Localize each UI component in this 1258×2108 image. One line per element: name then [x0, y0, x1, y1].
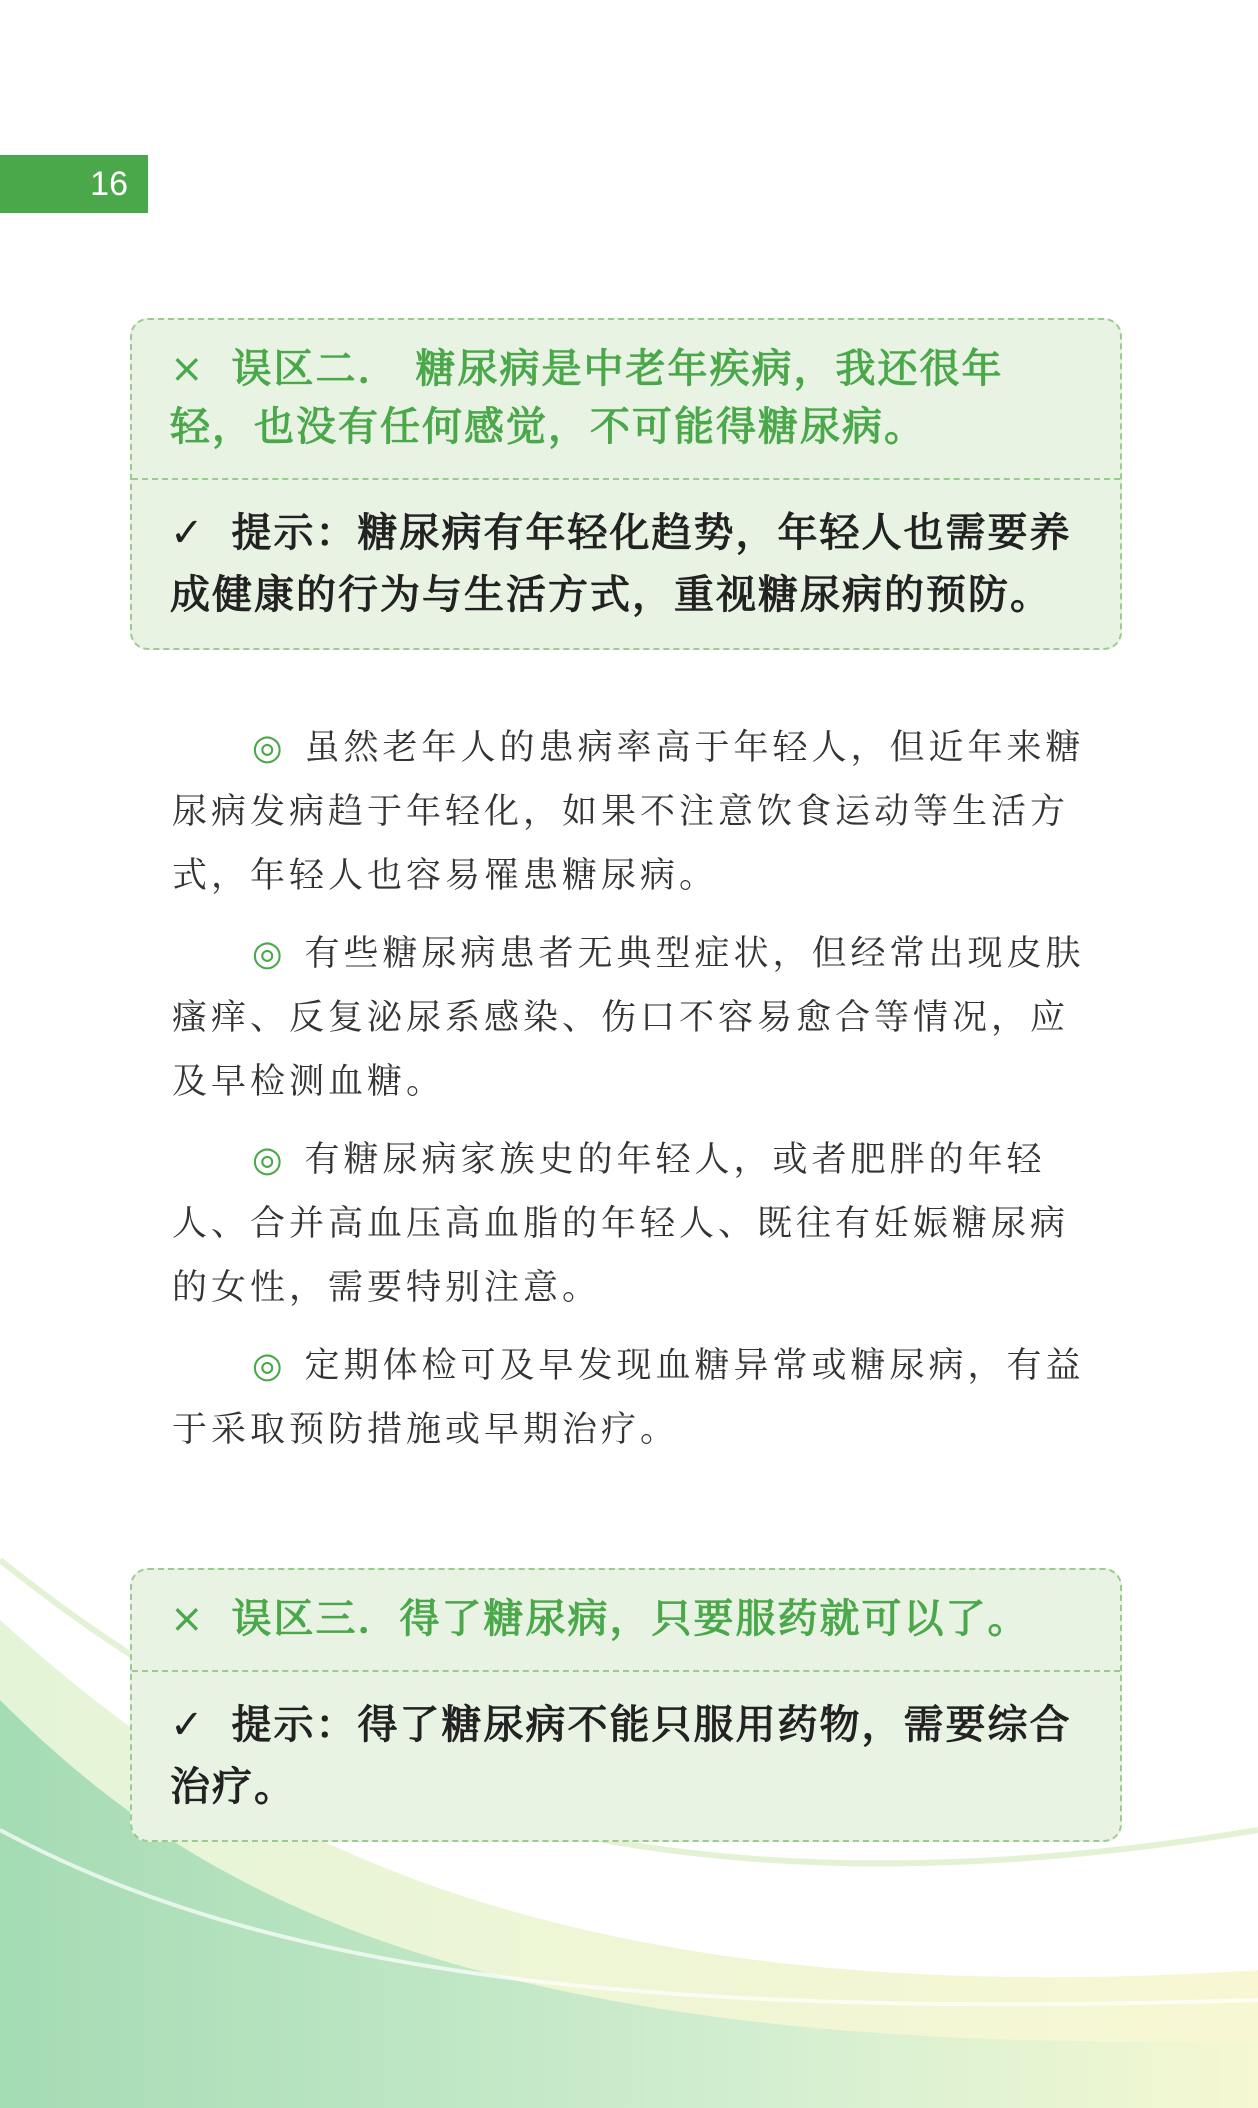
paragraph-text: 虽然老年人的患病率高于年轻人，但近年来糖尿病发病趋于年轻化，如果不注意饮食运动等生活方式，年轻人也容易罹患糖尿病。 — [172, 728, 1085, 896]
myth-two-tip-text: 提示：糖尿病有年轻化趋势，年轻人也需要养成健康的行为与生活方式，重视糖尿病的预防。 — [170, 510, 1072, 618]
paragraph — [172, 1334, 1088, 1462]
bullet-circle-icon: ◎ — [252, 728, 287, 768]
cross-icon: × — [170, 1596, 206, 1642]
paragraph-text: 有些糖尿病患者无典型症状，但经常出现皮肤瘙痒、反复泌尿系感染、伤口不容易愈合等情况，应及早检测血糖。 — [172, 934, 1085, 1102]
check-icon: ✓ — [170, 1702, 206, 1748]
paragraph-text: 定期体检可及早发现血糖异常或糖尿病，有益于采取预防措施或早期治疗。 — [172, 1346, 1085, 1450]
paragraph — [172, 922, 1088, 1114]
paragraph — [172, 1128, 1088, 1320]
myth-two-title — [132, 320, 1120, 480]
body-paragraphs — [172, 716, 1088, 1476]
paragraph — [172, 716, 1088, 908]
bullet-circle-icon: ◎ — [252, 1140, 287, 1180]
bullet-circle-icon: ◎ — [252, 1346, 287, 1386]
page-number: 16 — [90, 164, 128, 203]
paragraph-text: 有糖尿病家族史的年轻人，或者肥胖的年轻人、合并高血压高血脂的年轻人、既往有妊娠糖尿病的女性，需要特别注意。 — [172, 1140, 1070, 1308]
myth-three-tip-text: 提示：得了糖尿病不能只服用药物，需要综合治疗。 — [170, 1702, 1072, 1810]
check-icon: ✓ — [170, 510, 206, 556]
myth-two-title-text: 误区二． 糖尿病是中老年疾病，我还很年轻，也没有任何感觉，不可能得糖尿病。 — [170, 346, 1004, 450]
page-number-tab — [0, 155, 148, 213]
cross-icon: × — [170, 346, 206, 392]
myth-two-tip — [132, 480, 1120, 648]
myth-three-box — [130, 1568, 1122, 1842]
myth-three-tip — [132, 1672, 1120, 1840]
myth-two-box — [130, 318, 1122, 650]
myth-three-title — [132, 1570, 1120, 1672]
myth-three-title-text: 误区三．得了糖尿病，只要服药就可以了。 — [231, 1596, 1030, 1642]
bullet-circle-icon: ◎ — [252, 934, 287, 974]
